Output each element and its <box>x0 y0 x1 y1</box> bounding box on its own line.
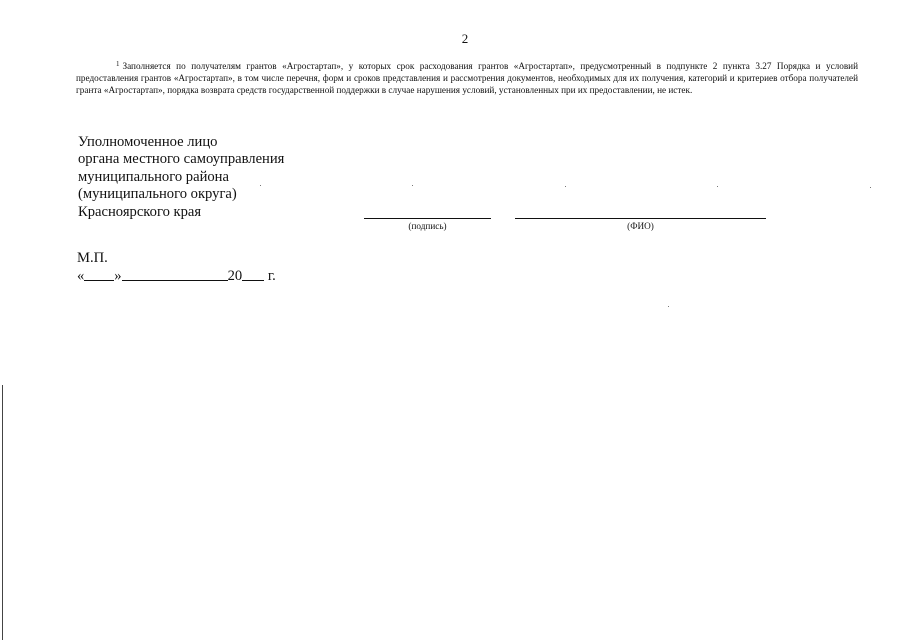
footnote <box>76 60 858 97</box>
date-line <box>77 268 276 285</box>
signature-label: (подпись) <box>408 221 447 231</box>
year-prefix: 20 <box>227 268 243 284</box>
full-name-line <box>515 218 766 219</box>
year-suffix: г. <box>267 268 276 284</box>
scan-speck <box>870 187 871 188</box>
official-line-body: органа местного самоуправления <box>78 151 285 168</box>
footnote-marker: 1 <box>116 60 120 68</box>
official-line-region: Красноярского края <box>78 203 202 220</box>
scan-speck <box>668 306 669 307</box>
full-name-label: (ФИО) <box>627 221 654 231</box>
date-open-quote: « <box>77 268 85 284</box>
day-blank <box>84 268 114 281</box>
official-line-district: муниципального района <box>78 168 229 185</box>
year-blank <box>242 268 264 281</box>
stamp-place-label: М.П. <box>77 250 108 266</box>
official-line-title: Уполномоченное лицо <box>78 134 218 150</box>
scan-speck <box>565 186 566 187</box>
scan-speck <box>260 185 261 186</box>
footnote-text: Заполняется по получателям грантов «Агростартап», у которых срок расходования грантов «Агростартап», предусмотренный в подпункте 2 пункта 3.27 Порядка и условий предоставления грантов «Агростартап», в том числе перечня, форм и сроков представления и рассмотрения документов, необходимых для их получения, категорий и критериев отбора получателей гранта «Агростартап», порядка возврата средств государственной поддержки в случае нарушения условий, установленных при их предоставлении, не истек. <box>76 61 858 96</box>
month-blank <box>122 268 228 281</box>
page-number: 2 <box>461 31 469 46</box>
signature-line <box>364 218 491 219</box>
scan-speck <box>717 186 718 187</box>
date-close-quote: » <box>114 268 122 284</box>
official-line-okrug: (муниципального округа) <box>78 186 237 203</box>
authorized-official-block <box>78 134 284 221</box>
scan-edge-line <box>2 385 3 640</box>
scan-speck <box>412 185 413 186</box>
